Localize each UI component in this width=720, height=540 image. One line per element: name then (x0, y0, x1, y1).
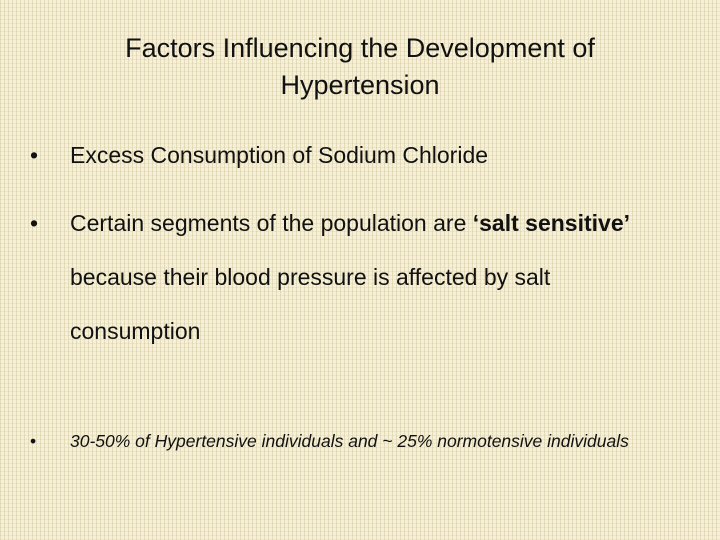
bullet-text: 30-50% of Hypertensive individuals and ~ 25% normotensive individuals (70, 431, 629, 451)
bullet-text-end: because their blood pressure is affected by salt consumption (70, 264, 551, 344)
bullet-marker: • (30, 431, 37, 451)
bullet-text: Excess Consumption of Sodium Chloride (70, 142, 489, 168)
slide-title: Factors Influencing the Development of Hypertension (125, 33, 595, 100)
bullet-emphasis: ‘salt sensitive’ (472, 210, 630, 236)
bullet-marker: • (30, 142, 39, 168)
bullet-marker: • (30, 210, 39, 236)
bullet-text (70, 196, 680, 358)
bullet-text-start: Certain segments of the population are (70, 210, 473, 236)
